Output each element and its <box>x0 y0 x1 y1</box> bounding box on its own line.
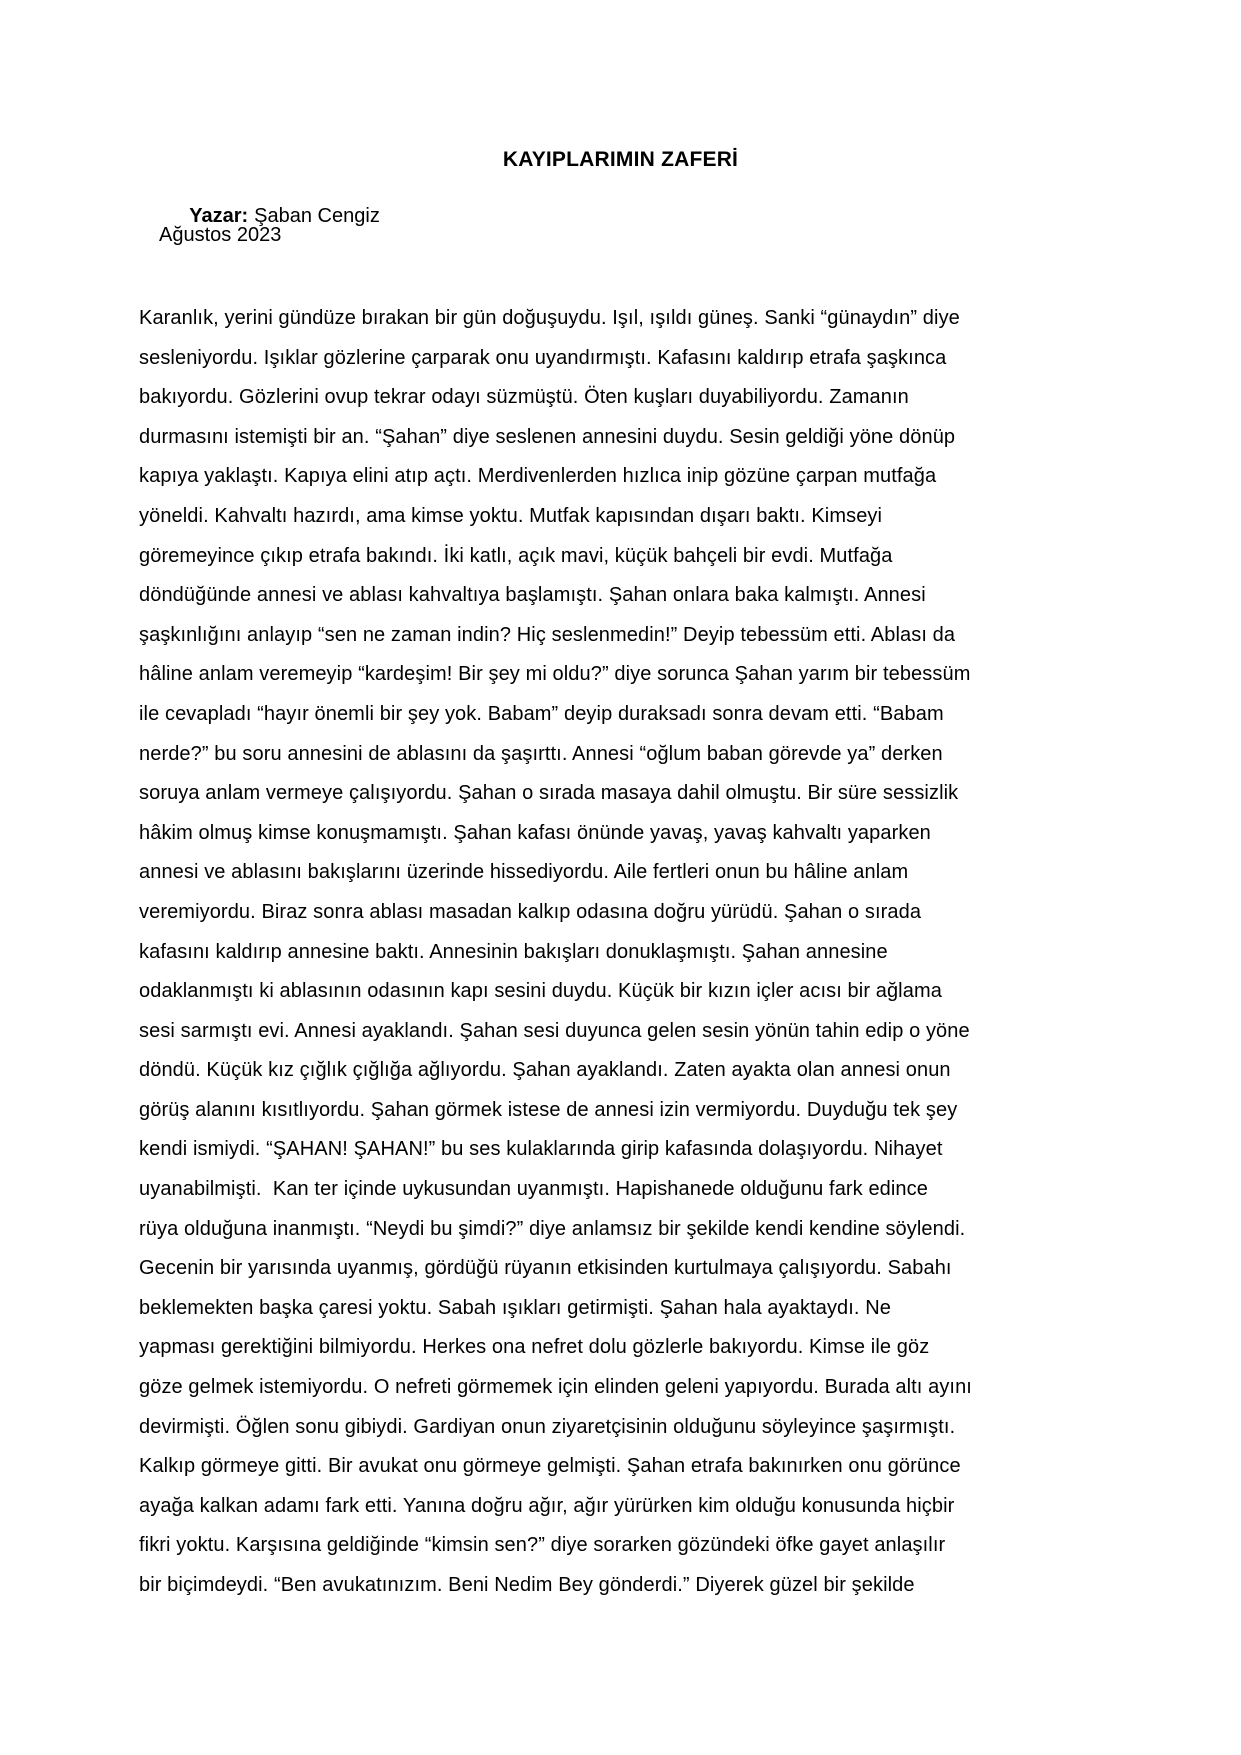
document-date: Ağustos 2023 <box>159 224 282 246</box>
body-line: Gecenin bir yarısında uyanmış, gördüğü rüyanın etkisinden kurtulmaya çalışıyordu. Sabahı <box>139 1257 952 1280</box>
body-line: göremeyince çıkıp etrafa bakındı. İki katlı, açık mavi, küçük bahçeli bir evdi. Mutfağa <box>139 544 893 567</box>
body-line: odaklanmıştı ki ablasının odasının kapı sesini duydu. Küçük bir kızın içler acısı bir ağlama <box>139 980 942 1003</box>
body-line: bakıyordu. Gözlerini ovup tekrar odayı süzmüştü. Öten kuşları duyabiliyordu. Zamanın <box>139 386 909 409</box>
author-name: Şaban Cengiz <box>254 205 380 227</box>
author-label: Yazar: <box>189 205 249 227</box>
body-line: beklemekten başka çaresi yoktu. Sabah ışıkları getirmişti. Şahan hala ayaktaydı. Ne <box>139 1296 892 1319</box>
body-line: bir biçimdeydi. “Ben avukatınızım. Beni Nedim Bey gönderdi.” Diyerek güzel bir şekilde <box>139 1574 915 1596</box>
body-line: devirmişti. Öğlen sonu gibiydi. Gardiyan onun ziyaretçisinin olduğunu söyleyince şaşırmıştı. <box>139 1415 956 1438</box>
body-line: yöneldi. Kahvaltı hazırdı, ama kimse yoktu. Mutfak kapısından dışarı baktı. Kimseyi <box>139 504 883 527</box>
document-body <box>139 299 1109 1606</box>
body-line: göze gelmek istemiyordu. O nefreti görmemek için elinden geleni yapıyordu. Burada altı ayını <box>139 1376 972 1399</box>
body-line: sesleniyordu. Işıklar gözlerine çarparak onu uyandırmıştı. Kafasını kaldırıp etrafa şaşkınca <box>139 346 947 369</box>
body-line: durmasını istemişti bir an. “Şahan” diye seslenen annesini duydu. Sesin geldiği yöne dönüp <box>139 425 956 448</box>
body-line: soruya anlam vermeye çalışıyordu. Şahan o sırada masaya dahil olmuştu. Bir süre sessizlik <box>139 782 959 805</box>
body-line: şaşkınlığını anlayıp “sen ne zaman indin? Hiç seslenmedin!” Deyip tebessüm etti. Ablası da <box>139 623 956 646</box>
body-line: döndüğünde annesi ve ablası kahvaltıya başlamıştı. Şahan onlara baka kalmıştı. Annesi <box>139 584 926 607</box>
body-line: kapıya yaklaştı. Kapıya elini atıp açtı. Merdivenlerden hızlıca inip gözüne çarpan mutfağa <box>139 465 937 488</box>
document-title: KAYIPLARIMIN ZAFERİ <box>502 148 739 171</box>
body-line: annesi ve ablasını bakışlarını üzerinde hissediyordu. Aile fertleri onun bu hâline anlam <box>139 861 909 884</box>
body-line: kafasını kaldırıp annesine baktı. Annesinin bakışları donuklaşmıştı. Şahan annesine <box>139 940 888 963</box>
body-line: rüya olduğuna inanmıştı. “Neydi bu şimdi?” diye anlamsız bir şekilde kendi kendine söylendi. <box>139 1217 966 1240</box>
body-line: ayağa kalkan adamı fark etti. Yanına doğru ağır, ağır yürürken kim olduğu konusunda hiçbir <box>139 1494 955 1517</box>
body-line: fikri yoktu. Karşısına geldiğinde “kimsin sen?” diye sorarken gözündeki öfke gayet anlaşılır <box>139 1534 946 1557</box>
body-line: yapması gerektiğini bilmiyordu. Herkes ona nefret dolu gözlerle bakıyordu. Kimse ile göz <box>139 1336 930 1359</box>
body-line: nerde?” bu soru annesini de ablasını da şaşırttı. Annesi “oğlum baban görevde ya” derken <box>139 742 943 765</box>
body-line: hâkim olmuş kimse konuşmamıştı. Şahan kafası önünde yavaş, yavaş kahvaltı yaparken <box>139 821 931 844</box>
body-line: sesi sarmıştı evi. Annesi ayaklandı. Şahan sesi duyunca gelen sesin yönün tahin edip o yöne <box>139 1019 970 1042</box>
body-line: uyanabilmişti. Kan ter içinde uykusundan uyanmıştı. Hapishanede olduğunu fark edince <box>139 1178 928 1201</box>
body-line: Karanlık, yerini gündüze bırakan bir gün doğuşuydu. Işıl, ışıldı güneş. Sanki “günaydın” diye <box>139 307 960 329</box>
body-line: ile cevapladı “hayır önemli bir şey yok. Babam” deyip duraksadı sonra devam etti. “Babam <box>139 702 944 725</box>
body-line: görüş alanını kısıtlıyordu. Şahan görmek istese de annesi izin vermiyordu. Duyduğu tek şey <box>139 1098 958 1121</box>
body-line: veremiyordu. Biraz sonra ablası masadan kalkıp odasına doğru yürüdü. Şahan o sırada <box>139 900 922 923</box>
body-line: kendi ismiydi. “ŞAHAN! ŞAHAN!” bu ses kulaklarında girip kafasında dolaşıyordu. Nihayet <box>139 1138 943 1161</box>
body-line: döndü. Küçük kız çığlık çığlığa ağlıyordu. Şahan ayaklandı. Zaten ayakta olan annesi onun <box>139 1059 951 1082</box>
body-line: Kalkıp görmeye gitti. Bir avukat onu görmeye gelmişti. Şahan etrafa bakınırken onu görünce <box>139 1455 961 1478</box>
body-line: hâline anlam veremeyip “kardeşim! Bir şey mi oldu?” diye sorunca Şahan yarım bir tebessüm <box>139 663 971 686</box>
